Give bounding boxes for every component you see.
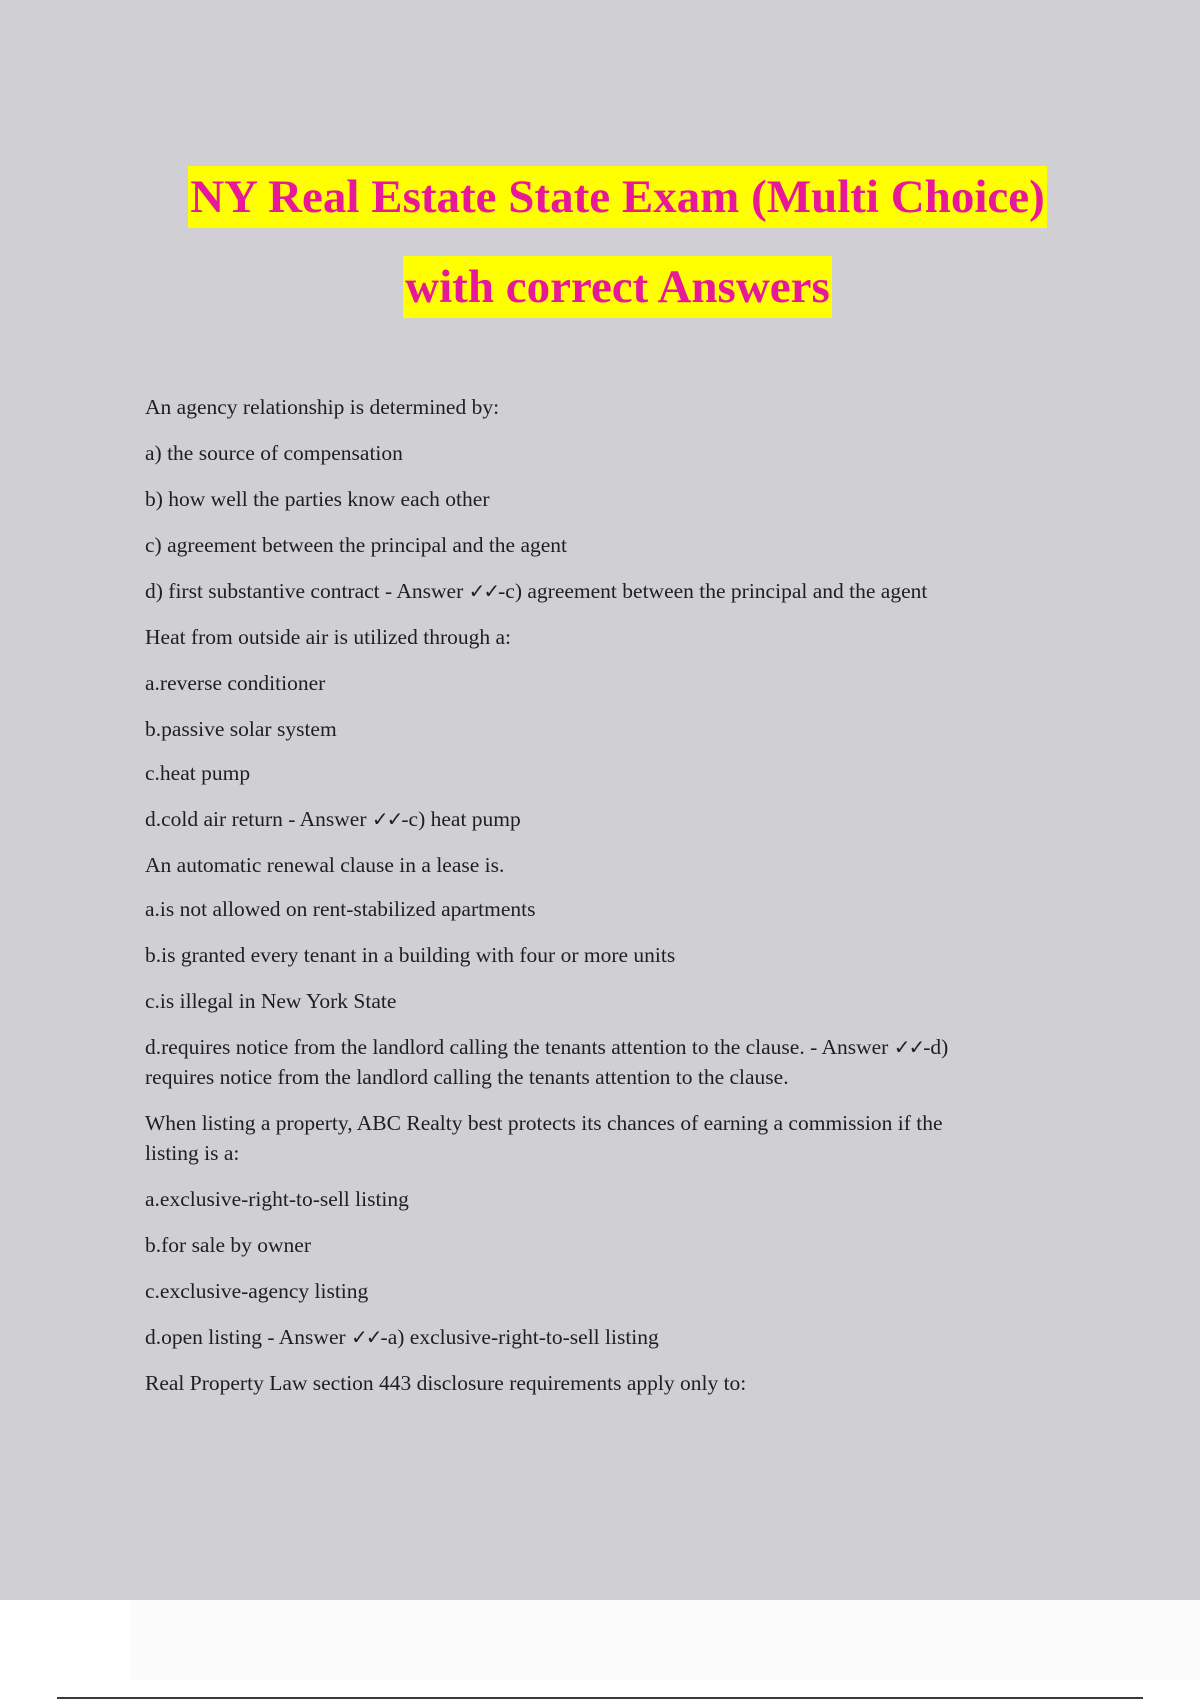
check-mark-icon: ✓✓ [351,1325,381,1349]
q3-option-a: a.is not allowed on rent-stabilized apartments [145,897,536,921]
question-4-line-1: When listing a property, ABC Realty best protects its chances of earning a commission if the [145,1111,943,1135]
title-line-2: with correct Answers [403,256,832,318]
q1-option-d-with-answer [145,576,1065,606]
q3-answer-continuation: requires notice from the landlord calling the tenants attention to the clause. [145,1065,789,1089]
q3-option-b: b.is granted every tenant in a building with four or more units [145,943,676,967]
q4-option-d-with-answer [145,1322,1065,1352]
q1-option-c: c) agreement between the principal and the agent [145,533,568,557]
q4-option-b: b.for sale by owner [145,1233,311,1257]
q1-option-d: d) first substantive contract - Answer [145,579,469,603]
check-mark-icon: ✓✓ [893,1035,924,1059]
check-mark-icon: ✓✓ [371,807,402,831]
q4-answer: -a) exclusive-right-to-sell listing [380,1325,659,1349]
document-body [145,392,1065,1398]
q1-option-a: a) the source of compensation [145,441,403,465]
check-mark-icon: ✓✓ [468,579,499,603]
question-3: An automatic renewal clause in a lease is. [145,853,505,877]
q2-option-d-with-answer [145,804,1065,834]
document-title [0,166,1200,318]
q3-option-d: d.requires notice from the landlord calling the tenants attention to the clause. - Answer [145,1035,894,1059]
q1-option-b: b) how well the parties know each other [145,487,490,511]
q4-option-c: c.exclusive-agency listing [145,1279,369,1303]
q2-option-b: b.passive solar system [145,717,337,741]
q3-option-c: c.is illegal in New York State [145,989,397,1013]
question-4-line-2: listing is a: [145,1141,240,1165]
q2-option-d: d.cold air return - Answer [145,807,372,831]
q2-option-a: a.reverse conditioner [145,671,326,695]
q4-option-d: d.open listing - Answer [145,1325,352,1349]
q2-option-c: c.heat pump [145,761,251,785]
question-5: Real Property Law section 443 disclosure requirements apply only to: [145,1371,747,1395]
bottom-strip [130,1600,1200,1680]
question-2: Heat from outside air is utilized through a: [145,625,512,649]
q3-option-d-with-answer [145,1032,1065,1062]
q3-answer: -d) [923,1035,949,1059]
title-line-1: NY Real Estate State Exam (Multi Choice) [188,166,1047,228]
q2-answer: -c) heat pump [401,807,521,831]
q1-answer: -c) agreement between the principal and the agent [498,579,928,603]
q4-option-a: a.exclusive-right-to-sell listing [145,1187,409,1211]
question-1: An agency relationship is determined by: [145,395,500,419]
footer-divider [57,1697,1143,1699]
